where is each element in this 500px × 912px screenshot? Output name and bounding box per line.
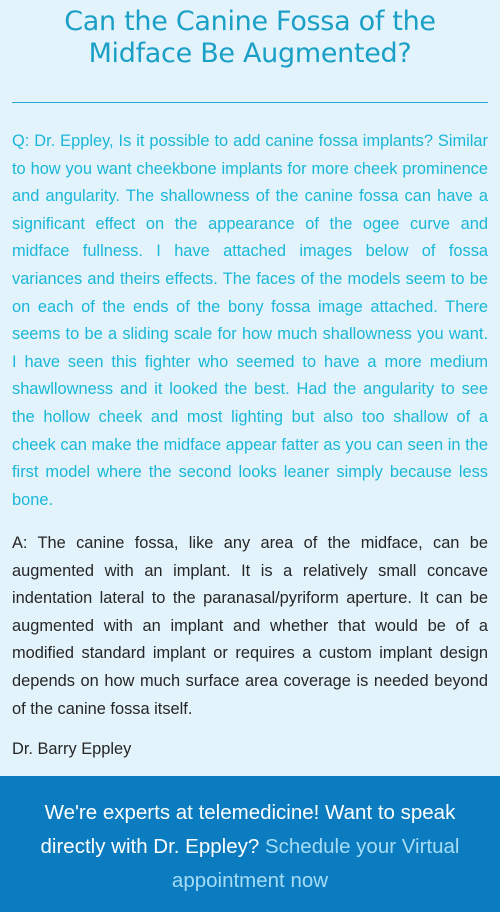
telemedicine-banner [0, 776, 500, 912]
page-title: Can the Canine Fossa of the Midface Be Augmented? [64, 6, 436, 69]
answer-paragraph: A: The canine fossa, like any area of the midface, can be augmented with an implant. It is a relatively small concave indentation lateral to the paranasal/pyriform aperture. It can be augmented with an implant and whether that would be of a modified standard implant or requires a custom implant design depends on how much surface area coverage is needed beyond of the canine fossa itself. [12, 534, 488, 718]
banner-text [18, 796, 482, 898]
author-signature: Dr. Barry Eppley [12, 740, 132, 758]
title-divider [12, 102, 488, 103]
banner-message: We're experts at telemedicine! Want to speak directly with Dr. Eppley? [40, 801, 456, 858]
question-paragraph: Q: Dr. Eppley, Is it possible to add canine fossa implants? Similar to how you want cheekbone implants for more cheek prominence and angularity. The shallowness of the canine fossa can have a significant effect on the appearance of the ogee curve and midface fullness. I have attached images below of fossa variances and theirs effects. The faces of the models seem to be on each of the ends of the bony fossa image attached. There seems to be a sliding scale for how much shallowness you want. I have seen this fighter who seemed to have a more medium shawllowness and it looked the best. Had the angularity to see the hollow cheek and most lighting but also too shallow of a cheek can make the midface appear fatter as you can seen in the first model where the second looks leaner simply because less bone. [12, 132, 488, 509]
schedule-virtual-appointment-link[interactable]: Schedule your Virtual appointment now [171, 835, 460, 892]
